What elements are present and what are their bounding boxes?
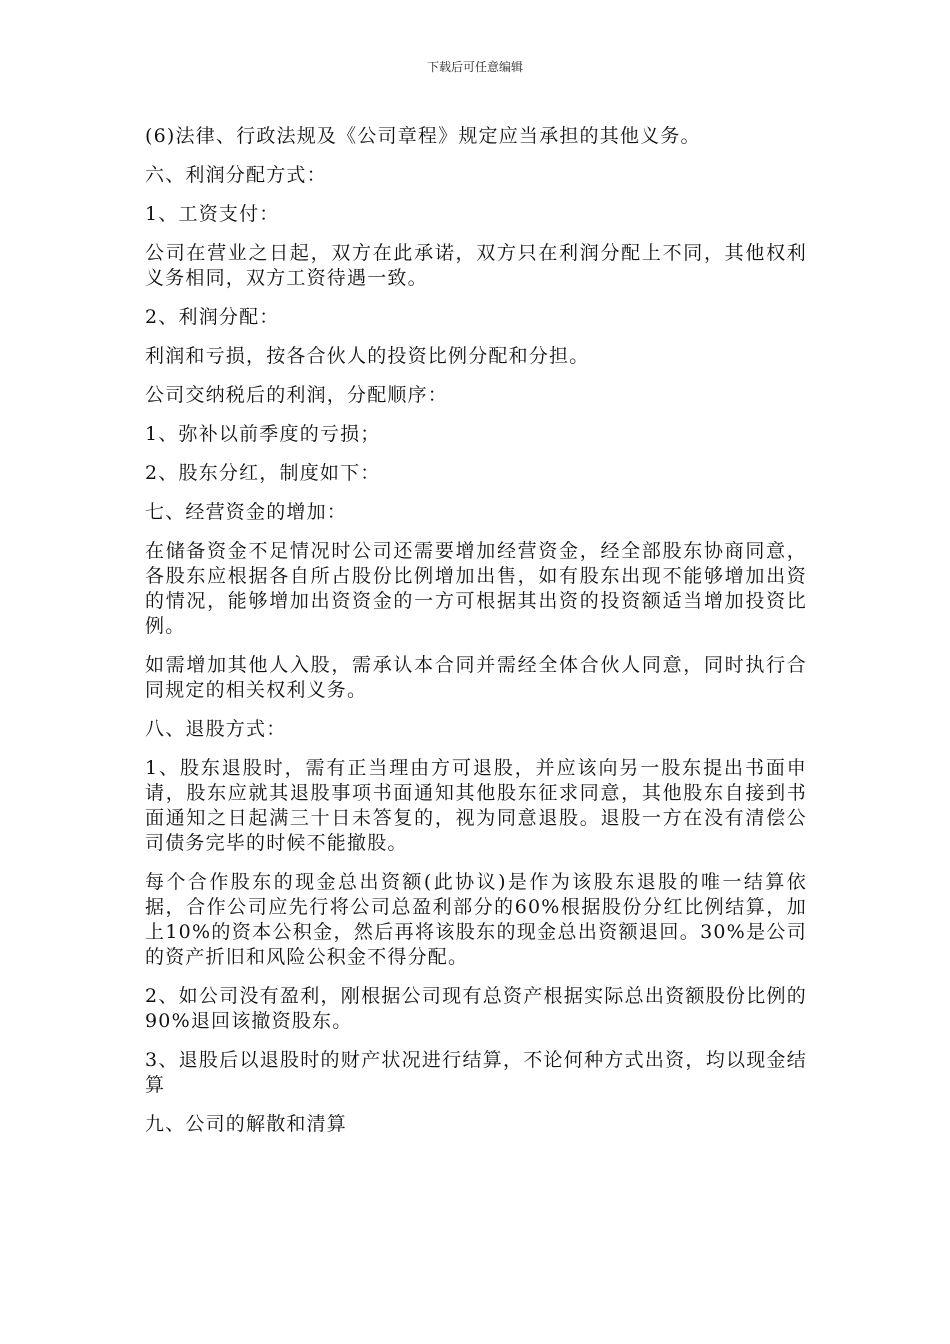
page-header: 下载后可任意编辑 [426, 60, 523, 74]
section-heading-dissolution: 九、公司的解散和清算 [145, 1113, 348, 1135]
list-item-cover-losses: 1、弥补以前季度的亏损； [145, 423, 381, 445]
section-heading-capital-increase: 七、经营资金的增加： [145, 501, 348, 523]
paragraph-new-shareholders: 如需增加其他人入股，需承认本合同并需经全体合伙人同意，同时执行合同规定的相关权利义务。 [145, 654, 807, 701]
section-heading-withdrawal: 八、退股方式： [145, 718, 287, 740]
paragraph-cash-settlement: 3、退股后以退股时的财产状况进行结算，不论何种方式出资，均以现金结算 [145, 1049, 807, 1096]
subheading-profit-allocation: 2、利润分配： [145, 306, 280, 328]
paragraph-salary-terms: 公司在营业之日起，双方在此承诺，双方只在利润分配上不同，其他权利义务相同，双方工资待遇一致。 [145, 242, 807, 289]
paragraph-capital-increase-terms: 在储备资金不足情况时公司还需要增加经营资金，经全部股东协商同意，各股东应根据各自所占股份比例增加出售，如有股东出现不能够增加出资的情况，能够增加出资资金的一方可根据其出资的投资额适当增加投资比例。 [145, 540, 807, 637]
document-body [145, 124, 807, 1151]
paragraph-profit-loss-sharing: 利润和亏损，按各合伙人的投资比例分配和分担。 [145, 345, 590, 367]
paragraph-after-tax-order: 公司交纳税后的利润，分配顺序： [145, 384, 449, 406]
paragraph-withdrawal-settlement: 每个合作股东的现金总出资额(此协议)是作为该股东退股的唯一结算依据，合作公司应先行将公司总盈利部分的60%根据股份分红比例结算，加上10%的资本公积金，然后再将该股东的现金总出资额退回。30%是公司的资产折旧和风险公积金不得分配。 [145, 871, 807, 968]
paragraph-withdrawal-procedure: 1、股东退股时，需有正当理由方可退股，并应该向另一股东提出书面申请，股东应就其退股事项书面通知其他股东征求同意，其他股东自接到书面通知之日起满三十日未答复的，视为同意退股。退股一方在没有清偿公司债务完毕的时候不能撤股。 [145, 757, 807, 854]
subheading-salary-payment: 1、工资支付： [145, 203, 280, 225]
obligation-item-6: (6)法律、行政法规及《公司章程》规定应当承担的其他义务。 [145, 125, 701, 147]
paragraph-no-profit-refund: 2、如公司没有盈利，刚根据公司现有总资产根据实际总出资额股份比例的90%退回该撤资股东。 [145, 985, 807, 1032]
list-item-dividends: 2、股东分红，制度如下： [145, 462, 381, 484]
section-heading-profit-distribution: 六、利润分配方式： [145, 164, 327, 186]
